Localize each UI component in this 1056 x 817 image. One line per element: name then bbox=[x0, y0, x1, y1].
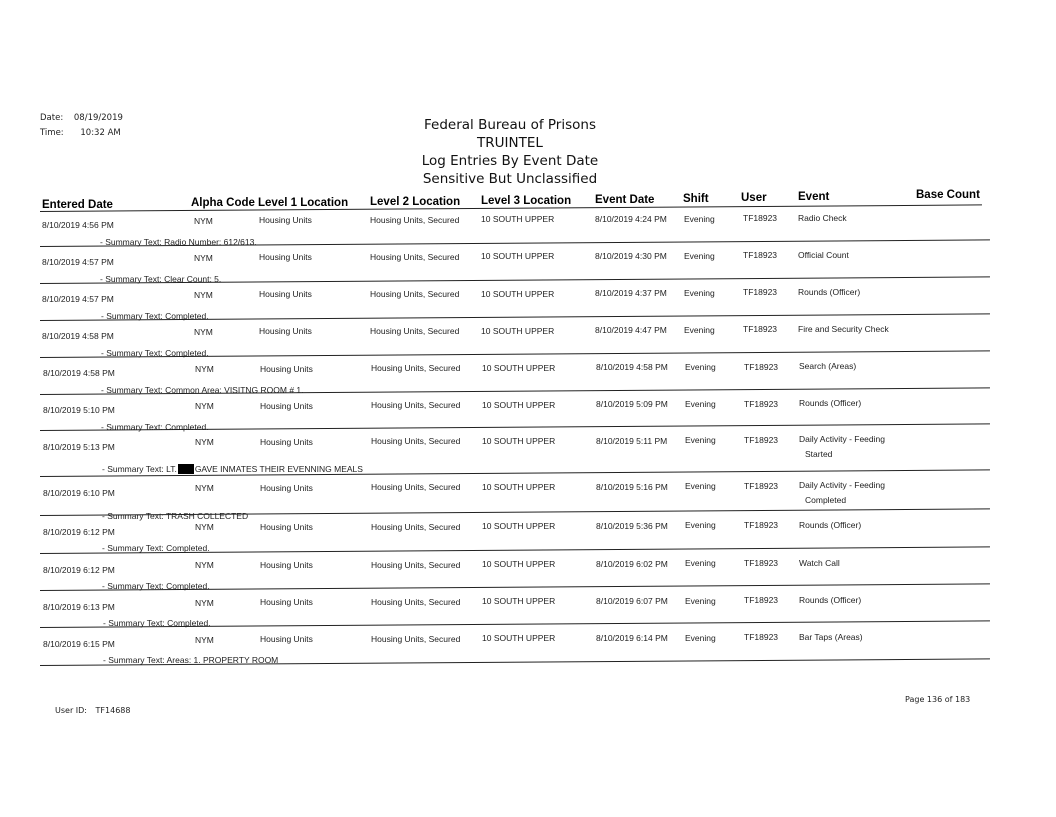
cell-entered-date: 8/10/2019 6:15 PM bbox=[43, 638, 115, 649]
cell-shift: Evening bbox=[685, 481, 716, 492]
cell-level1: Housing Units bbox=[259, 289, 312, 300]
summary-text: Completed. bbox=[167, 618, 211, 628]
cell-level3: 10 SOUTH UPPER bbox=[482, 482, 556, 493]
cell-shift: Evening bbox=[684, 213, 715, 224]
cell-event: Radio Check bbox=[798, 212, 847, 223]
summary-text: Clear Count: 5. bbox=[164, 274, 222, 284]
cell-alpha-code: NYM bbox=[195, 363, 214, 374]
cell-level1: Housing Units bbox=[259, 252, 312, 263]
col-alpha-code: Alpha Code bbox=[191, 197, 255, 209]
cell-event: Rounds (Officer) bbox=[799, 398, 862, 409]
summary-text: Radio Number: 612/613. bbox=[164, 237, 257, 247]
cell-user: TF18923 bbox=[744, 434, 779, 445]
user-id-label: User ID: bbox=[55, 706, 87, 715]
cell-event: Daily Activity - Feeding bbox=[799, 480, 885, 491]
cell-event-date: 8/10/2019 4:47 PM bbox=[595, 325, 667, 336]
cell-entered-date: 8/10/2019 6:12 PM bbox=[43, 564, 115, 575]
cell-level2: Housing Units, Secured bbox=[371, 633, 461, 644]
cell-event-date: 8/10/2019 5:16 PM bbox=[596, 481, 668, 492]
cell-level3: 10 SOUTH UPPER bbox=[481, 325, 555, 336]
col-event-date: Event Date bbox=[595, 194, 655, 206]
cell-user: TF18923 bbox=[743, 287, 778, 298]
summary-text: TRASH COLLECTED bbox=[165, 511, 249, 521]
cell-event: Watch Call bbox=[799, 557, 840, 568]
cell-entered-date: 8/10/2019 4:57 PM bbox=[42, 257, 114, 268]
report-time bbox=[40, 128, 121, 138]
summary-line bbox=[101, 422, 209, 432]
col-base-count: Base Count bbox=[916, 189, 980, 201]
cell-shift: Evening bbox=[685, 361, 716, 372]
cell-level2: Housing Units, Secured bbox=[370, 214, 460, 225]
cell-event-date: 8/10/2019 4:24 PM bbox=[595, 214, 667, 224]
col-shift: Shift bbox=[683, 193, 709, 205]
cell-level3: 10 SOUTH UPPER bbox=[481, 251, 555, 262]
summary-line bbox=[102, 464, 363, 474]
cell-level3: 10 SOUTH UPPER bbox=[482, 362, 556, 373]
cell-level2: Housing Units, Secured bbox=[370, 251, 460, 262]
cell-entered-date: 8/10/2019 5:13 PM bbox=[43, 441, 115, 452]
cell-event-date: 8/10/2019 4:30 PM bbox=[595, 251, 667, 262]
redaction-block bbox=[178, 464, 194, 474]
cell-shift: Evening bbox=[685, 595, 716, 606]
col-event: Event bbox=[798, 191, 830, 203]
cell-user: TF18923 bbox=[744, 361, 779, 372]
cell-entered-date: 8/10/2019 4:57 PM bbox=[42, 294, 114, 305]
cell-alpha-code: NYM bbox=[194, 326, 213, 337]
report-title-line-2: TRUINTEL bbox=[477, 135, 543, 151]
cell-alpha-code: NYM bbox=[195, 437, 214, 448]
report-date bbox=[40, 113, 123, 123]
summary-prefix: - Summary Text: bbox=[103, 618, 165, 628]
cell-event: Official Count bbox=[798, 249, 849, 260]
summary-text: Completed. bbox=[165, 311, 209, 321]
col-level3: Level 3 Location bbox=[481, 195, 572, 207]
cell-shift: Evening bbox=[684, 324, 715, 335]
cell-shift: Evening bbox=[685, 558, 716, 569]
summary-prefix: - Summary Text: bbox=[102, 543, 164, 553]
report-title-line-3: Log Entries By Event Date bbox=[421, 153, 599, 169]
cell-shift: Evening bbox=[685, 632, 716, 643]
summary-prefix: - Summary Text: bbox=[101, 385, 163, 395]
cell-level1: Housing Units bbox=[260, 482, 313, 493]
cell-level2: Housing Units, Secured bbox=[371, 482, 461, 493]
cell-level2: Housing Units, Secured bbox=[371, 596, 461, 607]
cell-event-date: 8/10/2019 6:07 PM bbox=[596, 595, 668, 606]
summary-prefix: - Summary Text: bbox=[101, 311, 163, 321]
col-user: User bbox=[741, 192, 767, 204]
cell-level2: Housing Units, Secured bbox=[371, 363, 461, 374]
cell-entered-date: 8/10/2019 4:58 PM bbox=[43, 368, 115, 379]
cell-level1: Housing Units bbox=[260, 634, 313, 645]
cell-user: TF18923 bbox=[743, 324, 778, 335]
cell-event: Daily Activity - Feeding bbox=[799, 434, 885, 445]
cell-event-date: 8/10/2019 4:37 PM bbox=[595, 288, 667, 299]
cell-level2: Housing Units, Secured bbox=[371, 559, 461, 570]
cell-level3: 10 SOUTH UPPER bbox=[481, 214, 555, 225]
cell-level2: Housing Units, Secured bbox=[371, 400, 461, 411]
cell-entered-date: 8/10/2019 4:58 PM bbox=[42, 331, 114, 342]
cell-level3: 10 SOUTH UPPER bbox=[481, 288, 555, 299]
col-level1: Level 1 Location bbox=[258, 197, 349, 209]
cell-user: TF18923 bbox=[743, 250, 778, 261]
cell-level3: 10 SOUTH UPPER bbox=[482, 435, 556, 446]
summary-text: Common Area: VISITNG ROOM # 1. bbox=[165, 385, 304, 395]
cell-user: TF18923 bbox=[744, 398, 779, 409]
summary-prefix: - Summary Text: bbox=[101, 422, 163, 432]
cell-alpha-code: NYM bbox=[195, 522, 214, 533]
date-label: Date: bbox=[40, 113, 64, 123]
footer-user-id bbox=[55, 706, 130, 715]
cell-level3: 10 SOUTH UPPER bbox=[482, 399, 556, 410]
date-value: 08/19/2019 bbox=[73, 113, 123, 123]
cell-alpha-code: NYM bbox=[195, 560, 214, 571]
cell-level1: Housing Units bbox=[259, 326, 312, 337]
summary-prefix: - Summary Text: bbox=[102, 464, 164, 474]
summary-text: Areas: 1. PROPERTY ROOM bbox=[166, 655, 279, 665]
summary-prefix: - Summary Text: bbox=[103, 655, 165, 665]
cell-alpha-code: NYM bbox=[195, 483, 214, 494]
cell-shift: Evening bbox=[684, 287, 715, 298]
page-number: Page 136 of 183 bbox=[905, 695, 971, 704]
cell-alpha-code: NYM bbox=[195, 401, 214, 412]
cell-event: Rounds (Officer) bbox=[798, 286, 861, 297]
cell-event-date: 8/10/2019 5:11 PM bbox=[596, 435, 668, 446]
summary-prefix: - Summary Text: bbox=[101, 348, 163, 358]
cell-shift: Evening bbox=[684, 250, 715, 261]
cell-user: TF18923 bbox=[744, 480, 779, 491]
cell-event: Bar Taps (Areas) bbox=[799, 631, 863, 642]
cell-shift: Evening bbox=[685, 399, 716, 410]
cell-user: TF18923 bbox=[743, 213, 778, 224]
cell-alpha-code: NYM bbox=[195, 597, 214, 608]
report-title-line-1: Federal Bureau of Prisons bbox=[424, 117, 596, 133]
cell-level3: 10 SOUTH UPPER bbox=[482, 559, 556, 570]
summary-text-after: GAVE INMATES THEIR EVENNING MEALS bbox=[194, 464, 363, 474]
cell-alpha-code: NYM bbox=[194, 215, 213, 226]
cell-event-date: 8/10/2019 6:14 PM bbox=[596, 632, 668, 643]
cell-level3: 10 SOUTH UPPER bbox=[482, 521, 556, 532]
cell-entered-date: 8/10/2019 4:56 PM bbox=[42, 220, 114, 230]
cell-level1: Housing Units bbox=[260, 436, 313, 447]
cell-event: Fire and Security Check bbox=[798, 324, 889, 335]
cell-entered-date: 8/10/2019 6:10 PM bbox=[43, 487, 115, 498]
cell-user: TF18923 bbox=[744, 632, 779, 643]
cell-level2: Housing Units, Secured bbox=[371, 521, 461, 532]
cell-user: TF18923 bbox=[744, 519, 779, 530]
cell-event: Search (Areas) bbox=[799, 361, 857, 372]
cell-alpha-code: NYM bbox=[194, 289, 213, 300]
report-title-line-4: Sensitive But Unclassified bbox=[422, 171, 598, 187]
cell-event: Rounds (Officer) bbox=[799, 519, 862, 530]
time-label: Time: bbox=[40, 128, 64, 138]
cell-entered-date: 8/10/2019 6:13 PM bbox=[43, 601, 115, 612]
cell-level1: Housing Units bbox=[260, 363, 313, 374]
cell-event-date: 8/10/2019 5:36 PM bbox=[596, 520, 668, 531]
cell-level1: Housing Units bbox=[260, 597, 313, 608]
summary-line bbox=[102, 511, 248, 521]
summary-text: LT. bbox=[166, 464, 177, 474]
cell-level2: Housing Units, Secured bbox=[370, 326, 460, 337]
summary-text: Completed. bbox=[165, 348, 209, 358]
cell-user: TF18923 bbox=[744, 558, 779, 568]
summary-prefix: - Summary Text: bbox=[100, 274, 162, 284]
summary-text: Completed. bbox=[166, 543, 210, 553]
time-value: 10:32 AM bbox=[80, 128, 121, 138]
cell-level1: Housing Units bbox=[260, 400, 313, 411]
cell-entered-date: 8/10/2019 6:12 PM bbox=[43, 526, 115, 537]
cell-level1: Housing Units bbox=[260, 560, 313, 570]
summary-prefix: - Summary Text: bbox=[102, 581, 164, 591]
user-id-value: TF14688 bbox=[95, 706, 131, 715]
cell-event-date: 8/10/2019 5:09 PM bbox=[596, 399, 668, 410]
summary-text: Completed. bbox=[166, 581, 210, 591]
cell-event-date: 8/10/2019 6:02 PM bbox=[596, 558, 668, 569]
cell-level1: Housing Units bbox=[259, 215, 312, 226]
cell-alpha-code: NYM bbox=[195, 634, 214, 645]
cell-event-line2: Started bbox=[805, 448, 833, 459]
cell-level1: Housing Units bbox=[260, 521, 313, 532]
cell-level2: Housing Units, Secured bbox=[371, 436, 461, 447]
cell-level3: 10 SOUTH UPPER bbox=[482, 596, 556, 607]
summary-text: Completed. bbox=[165, 422, 209, 432]
cell-level2: Housing Units, Secured bbox=[370, 288, 460, 299]
cell-event: Rounds (Officer) bbox=[799, 594, 862, 605]
summary-prefix: - Summary Text: bbox=[102, 511, 164, 521]
col-entered-date: Entered Date bbox=[42, 199, 113, 211]
col-level2: Level 2 Location bbox=[370, 196, 461, 208]
cell-alpha-code: NYM bbox=[194, 252, 213, 263]
cell-event-line2: Completed bbox=[805, 494, 847, 505]
cell-entered-date: 8/10/2019 5:10 PM bbox=[43, 405, 115, 416]
cell-shift: Evening bbox=[685, 520, 716, 531]
cell-event-date: 8/10/2019 4:58 PM bbox=[596, 362, 668, 373]
cell-user: TF18923 bbox=[744, 595, 779, 606]
cell-shift: Evening bbox=[685, 435, 716, 446]
cell-level3: 10 SOUTH UPPER bbox=[482, 633, 556, 644]
summary-prefix: - Summary Text: bbox=[100, 237, 162, 247]
